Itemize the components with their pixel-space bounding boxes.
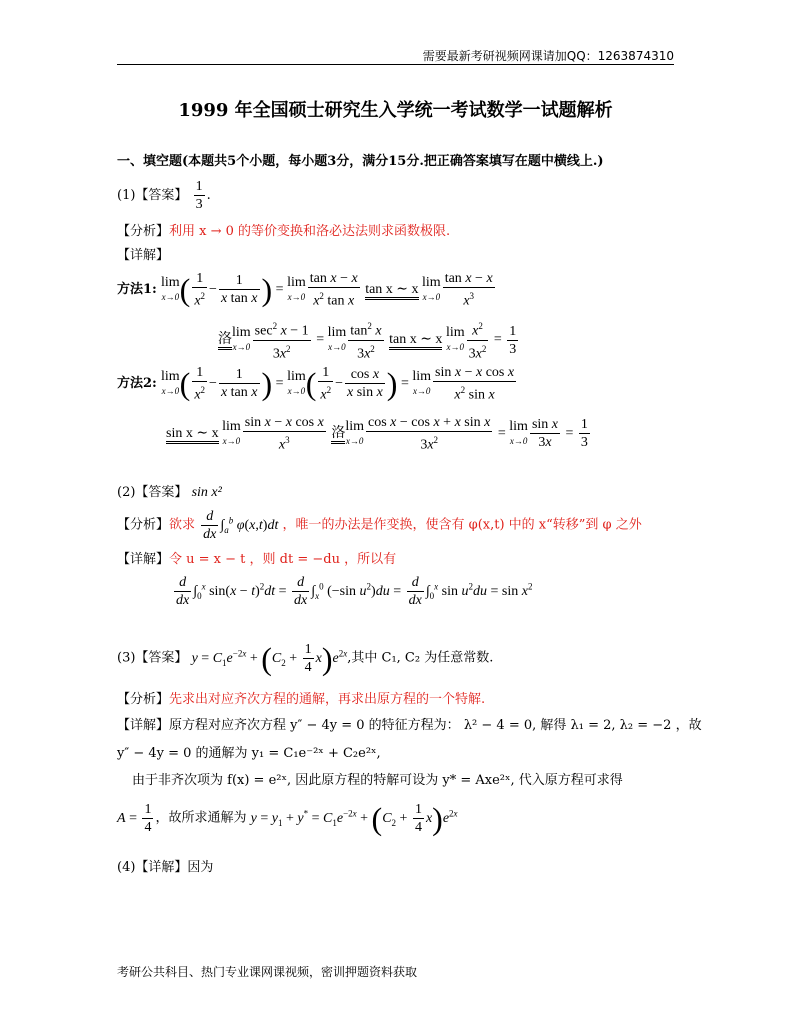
q1-analysis-label: 【分析】 [117, 224, 170, 239]
q3-answer [117, 640, 493, 677]
q1-hint-sin: sin x ∼ x [166, 426, 219, 444]
q1-method2-line1: 方法2: lim x→0 ( $\frac{1}{x^2}$ − $\frac{1}{\text{x tan x}}$ ) = lim x→0 ( $\frac{1}{x^2}$ − $\frac{\text{cos x}}{\text{x sin x}}$ ) = lim x→0 $\frac{\text{sin x − x cos x}}{x^2 \sin x}$ [117, 365, 515, 403]
q1-method1-line2: 洛lim x→0 $\frac{\sec^2 x - 1}{3x^2}$ = lim x→0 $\frac{\tan^2 x}{3x^2}$ tan x ∼ x lim x→0 $\frac{x^2}{3x^2}$ = $\frac{1}{3}$ [218, 321, 517, 362]
q1-analysis-text: 利用 x → 0 的等价变换和洛必达法则求函数极限. [169, 224, 451, 239]
q2-analysis-text-b: ，唯一的办法是作变换，使含有 φ(x,t) 中的 x“转移”到 φ 之外 [282, 517, 642, 533]
q2-equation: $\frac{d}{dx}$ $\int_0^x$ $\sin(x - t)^2dt$ = $\frac{d}{dx}$ $\int_x^0$ (−sin $u^2)du$ = $\frac{d}{dx}$ $\int_0^x$ $\sin u^2du = \sin x^2$ [176, 575, 533, 608]
q1-method2-label: 方法2: [117, 376, 157, 392]
q1-analysis [117, 220, 450, 239]
page-title: 1999 年全国硕士研究生入学统一考试数学一试题解析 [178, 100, 613, 121]
q3-detail-text1: 原方程对应齐次方程 y″ − 4y = 0 的特征方程为： λ² − 4 = 0, 解得 λ₁ = 2, λ₂ = −2 ，故 [169, 718, 702, 733]
q1-answer: (1)【答案】 $\frac{1}{3}$ . [117, 179, 211, 212]
q3-analysis-label: 【分析】 [117, 692, 170, 707]
q2-analysis: 【分析】欲求 $\frac{d}{dx}$ $\int_a^b$ φ(x,t)dt ，唯一的办法是作变换，使含有 φ(x,t) 中的 x“转移”到 φ 之外 [117, 509, 642, 542]
q1-answer-label: (1)【答案】 [117, 188, 188, 203]
q3-detail-line2: y″ − 4y = 0 的通解为 y₁ = C₁e⁻²ˣ + C₂e²ˣ, [117, 746, 381, 761]
q3-analysis-text: 先求出对应齐次方程的通解，再求出原方程的一个特解. [169, 692, 486, 707]
q2-detail [117, 548, 396, 567]
q2-detail-text: 令 u = x − t ，则 dt = −du ，所以有 [169, 552, 397, 567]
q2-answer-value: sin x² [191, 485, 222, 500]
q1-detail-label: 【详解】 [117, 248, 170, 263]
q3-answer-label: (3)【答案】 [117, 650, 188, 666]
q3-analysis [117, 688, 485, 707]
q3-answer-suffix: ,其中 C₁, C₂ 为任意常数. [347, 650, 494, 666]
q3-detail-line3: 由于非齐次项为 f(x) = e²ˣ, 因此原方程的特解可设为 y* = Axe²ˣ, 代入原方程可求得 [132, 773, 623, 788]
q1-method1-label: 方法1: [117, 282, 157, 298]
section-heading: 一、填空题(本题共5个小题，每小题3分，满分15分.把正确答案填写在题中横线上.) [117, 154, 604, 169]
q1-hint-lhopital: 洛 [218, 332, 232, 350]
q3-detail-line1 [117, 714, 702, 733]
q4-detail: (4)【详解】因为 [117, 860, 214, 875]
q3-detail-text4: ，故所求通解为 [155, 810, 247, 826]
q1-method2-line2: sin x ∼ x lim x→0 $\frac{\text{sin x − x cos x}}{x^3}$ 洛lim x→0 $\frac{\text{cos x − cos x + x sin x}}{3x^2}$ = lim x→0 $\frac{\text{sin x}}{3x}$ = $\frac{1}{3}$ [166, 415, 588, 453]
q1-hint-tan: tan x ∼ x [365, 282, 418, 300]
q3-detail-line4: A = $\frac{1}{4}$ ，故所求通解为 $y = y_1 + y^* = C_1e^{-2x} + (C_2$ + $\frac{1}{4}$ $x)e^{2x}$ [117, 800, 458, 836]
q1-answer-value: $\frac{1}{3}$ [195, 179, 203, 212]
q2-analysis-text-a: 欲求 [169, 517, 196, 533]
q2-analysis-label: 【分析】 [117, 517, 170, 533]
footer-note: 考研公共科目、热门专业课网课视频，密训押题资料获取 [117, 965, 418, 979]
q2-answer-label: (2)【答案】 [117, 485, 188, 500]
q1-method1-line1 [117, 270, 497, 310]
q1-hint-lhopital-2: 洛 [331, 426, 345, 444]
header-note: 需要最新考研视频网课请加QQ：1263874310 [422, 49, 674, 63]
q3-answer-value: $y = C_1e^{-2x} + (C_2$ + $\frac{1}{4}$ $x)e^{2x}$ [191, 640, 348, 676]
q2-detail-label: 【详解】 [117, 552, 170, 567]
q2-answer [117, 481, 222, 501]
q1-method1-eq1: lim x→0 ( $\frac{1}{x^2}$ − $\frac{1}{\text{x tan x}}$ ) = lim x→0 $\frac{\text{tan x − x}}{x^2 \tan x}$ tan x ∼ x lim x→0 $\frac{\text{tan x − x}}{x^3}$ [161, 271, 493, 309]
q3-detail-label: 【详解】 [117, 718, 170, 733]
header-rule [117, 64, 674, 65]
q1-hint-tan-2: tan x ∼ x [389, 332, 442, 350]
